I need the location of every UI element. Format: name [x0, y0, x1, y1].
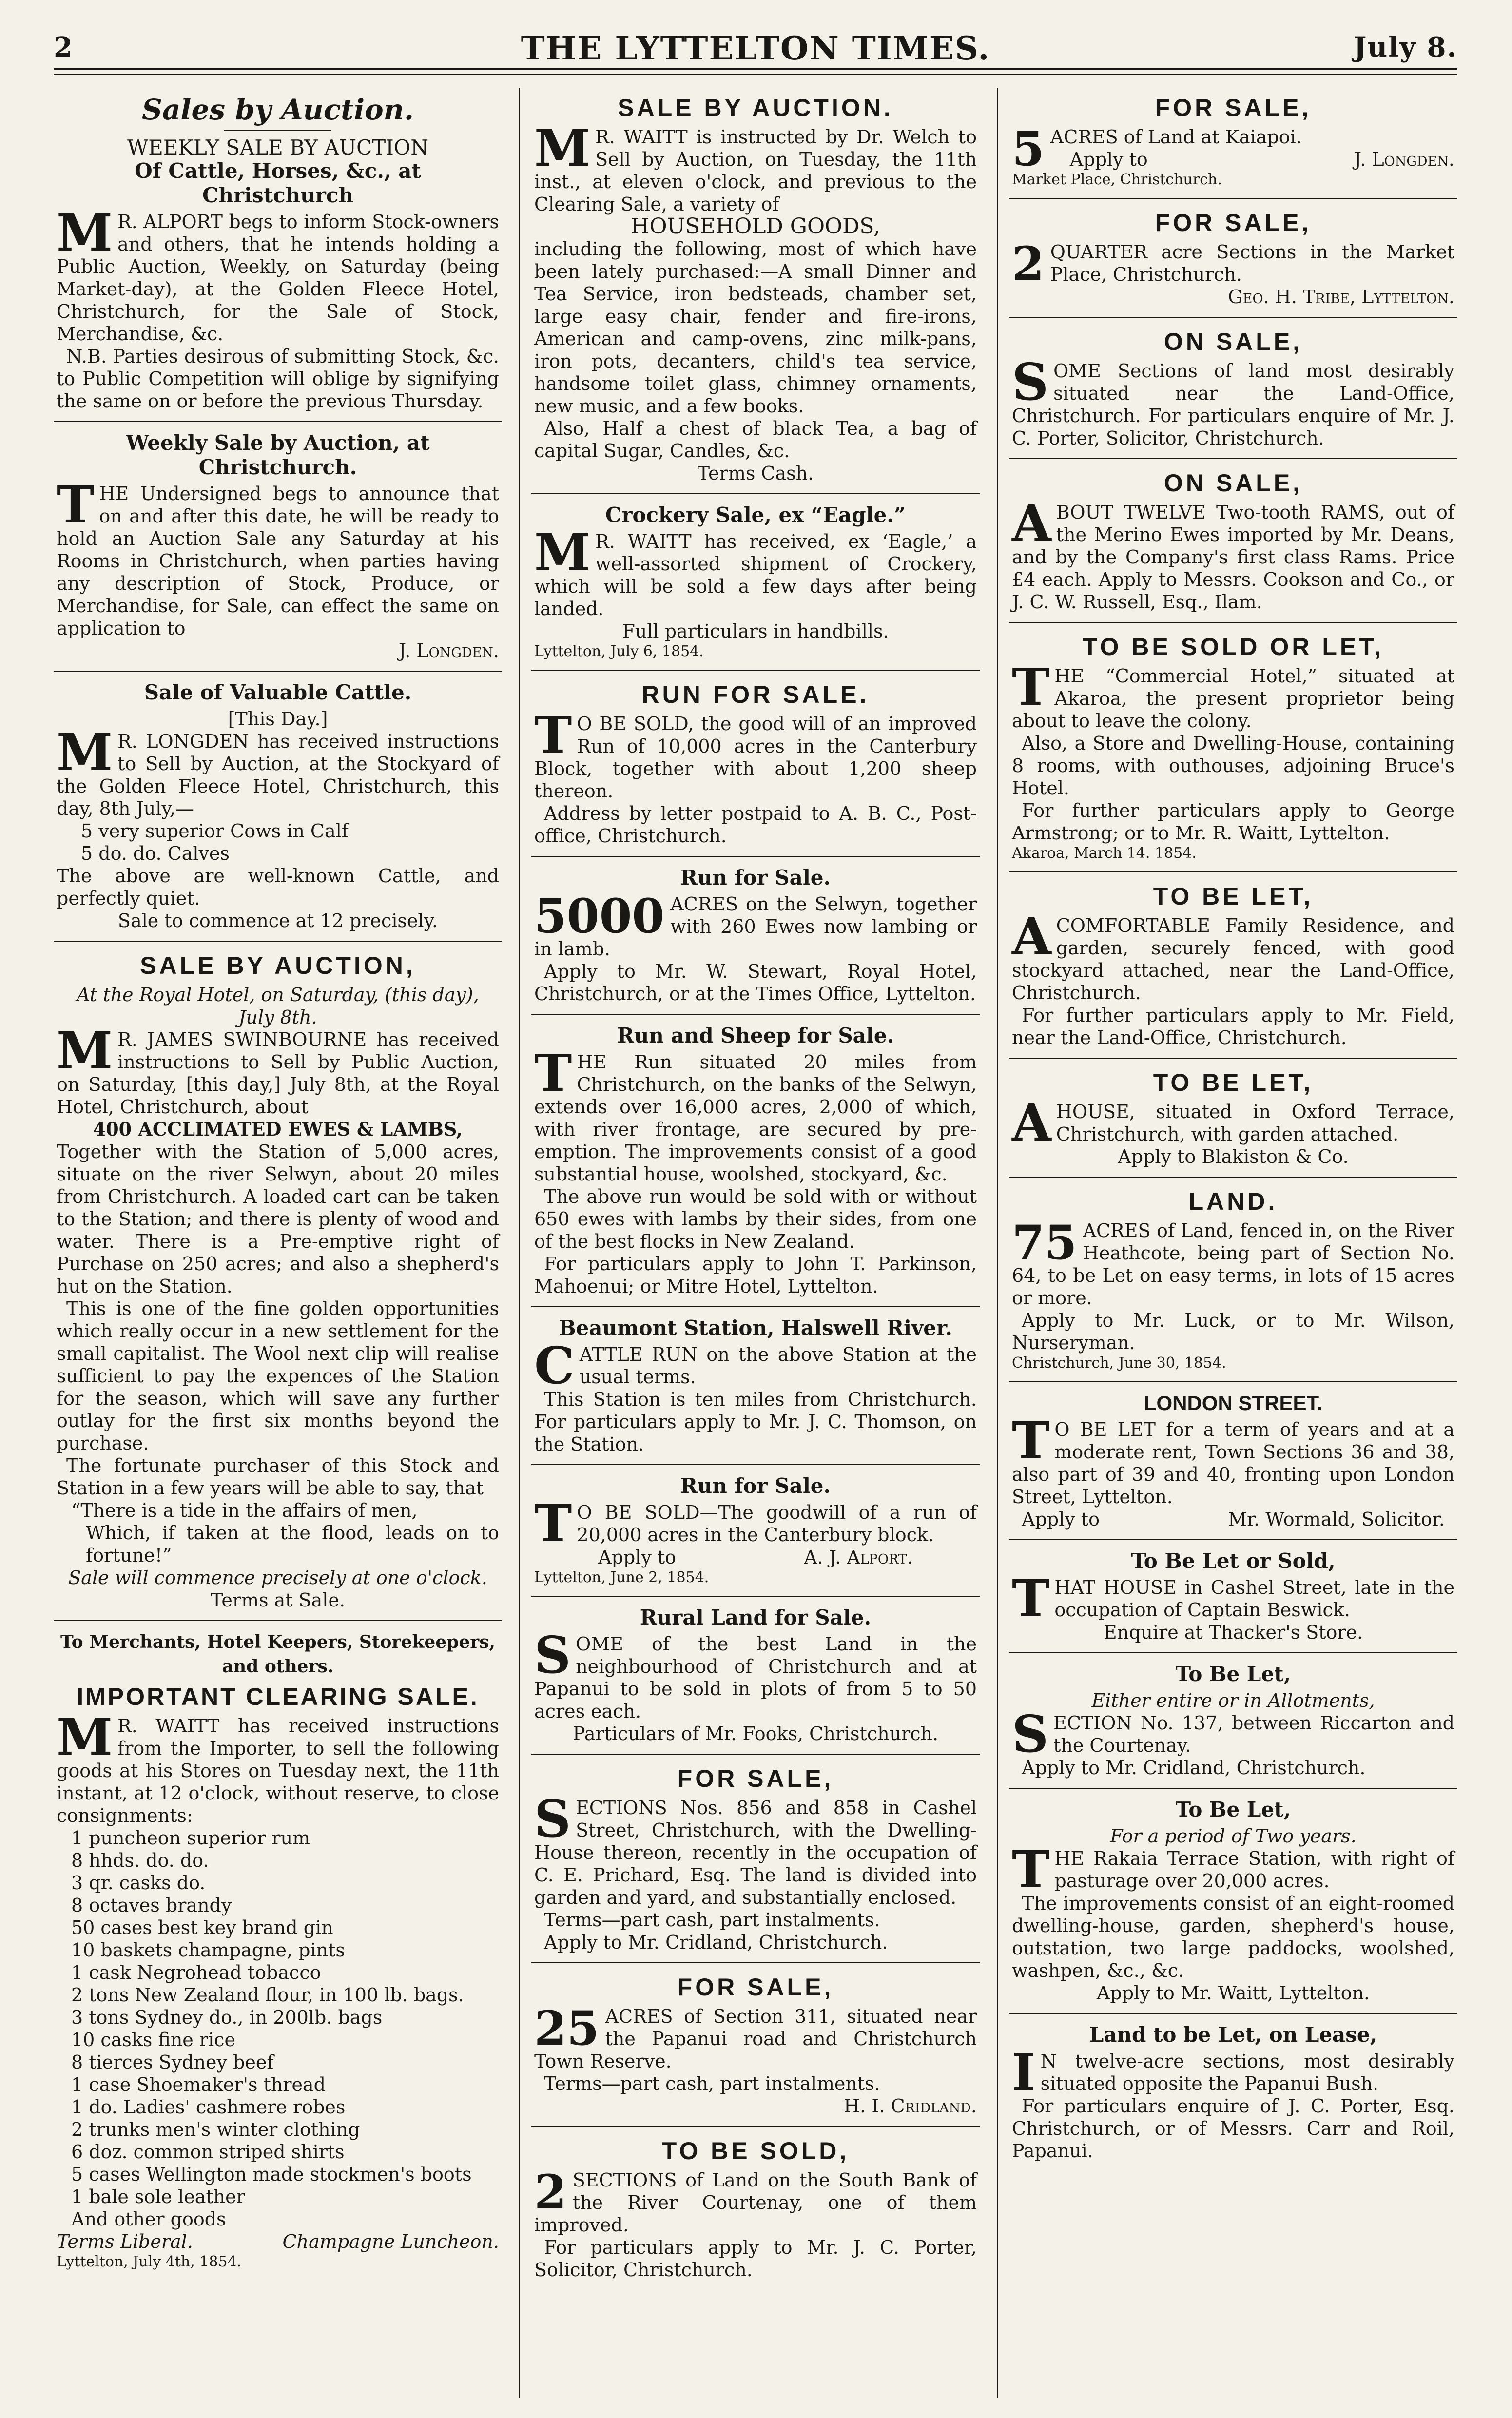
advert-heading: TO BE SOLD OR LET,	[1082, 633, 1384, 660]
advert-bold-line: 400 ACCLIMATED EWES & LAMBS,	[93, 1118, 463, 1140]
advert-text: For further particulars apply to George Armstrong; or to Mr. R. Waitt, Lyttelton.	[1012, 800, 1454, 844]
advert-selwyn-run	[531, 866, 980, 1015]
drop-cap: T	[1012, 657, 1050, 717]
list-item: 8 tierces Sydney beef	[71, 2051, 274, 2073]
advert-heading: IMPORTANT CLEARING SALE.	[77, 1683, 479, 1710]
advert-text: Together with the Station of 5,000 acres, situate on the river Selwyn, about 20 miles from Christchurch. A loaded cart can be taken to the Station; and there is plenty of wood and water. There is a Pre-emptive right of Purchase on 250 acres; and also a shepherd's hut on the Station.	[57, 1141, 499, 1297]
list-item: 8 hhds. do. do.	[71, 1850, 209, 1871]
list-item: 1 case Shoemaker's thread	[71, 2074, 326, 2095]
advert-text: Apply to	[1022, 1509, 1100, 1530]
advert-heading: TO BE LET,	[1153, 1069, 1314, 1096]
advert-text: For particulars enquire of J. C. Porter, Esq. Christchurch, or of Messrs. Carr and Roil, Papanui.	[1012, 2095, 1454, 2162]
advert-date: Akaroa, March 14. 1854.	[1012, 845, 1197, 862]
advert-text: Champagne Luncheon.	[282, 2231, 499, 2252]
drop-cap: M	[534, 118, 591, 178]
section-title: Sales by Auction.	[141, 93, 414, 126]
drop-cap: M	[534, 522, 591, 582]
advert-merino-rams	[1009, 468, 1457, 623]
advert-text: R. WAITT is instructed by Dr. Welch to Sell by Auction, on Tuesday, the 11th inst., at eleven o'clock, and previous to the Clearing Sale, a variety of	[534, 126, 977, 215]
drop-cap: T	[534, 705, 572, 765]
advert-text: N twelve-acre sections, most desirably situated opposite the Papanui Bush.	[1040, 2050, 1454, 2094]
drop-number: 75	[1012, 1215, 1077, 1270]
advert-text: Sale to commence at 12 precisely.	[117, 910, 438, 931]
advert-date: Lyttelton, July 6, 1854.	[534, 643, 704, 660]
advert-market-place-sections	[1009, 208, 1457, 318]
column-3	[1009, 93, 1457, 2393]
terms-line	[57, 2230, 499, 2253]
advert-text: including the following, most of which have been lately purchased:—A small Dinner and Tea Service, iron bedsteads, chamber set, large easy chair, fender and fire-irons, American and camp-ovens, zinc milk-pans, iron pots, decanters, child's tea service, handsome toilet glass, chimney ornaments, new music, and a few books.	[534, 238, 977, 417]
advert-heading: FOR SALE,	[1155, 94, 1312, 121]
advert-heading: FOR SALE,	[677, 1973, 834, 2001]
advert-heading: Run for Sale.	[680, 1474, 831, 1498]
list-item: 1 cask Negrohead tobacco	[71, 1962, 321, 1983]
advert-sale-swinbourne	[54, 950, 502, 1621]
advert-text: Apply to Mr. Cridland, Christchurch.	[1022, 1757, 1366, 1779]
drop-cap: S	[1012, 352, 1049, 412]
advert-rural-land	[531, 1606, 980, 1755]
advert-heading: ON SALE,	[1163, 469, 1303, 497]
column-divider	[997, 88, 998, 2398]
advert-text: O BE SOLD, the good will of an improved Run of 10,000 acres in the Canterbury Block, together with about 1,200 sheep thereon.	[534, 713, 977, 802]
advert-courtenay-sections	[531, 2136, 980, 2290]
advert-signature: J. Longden.	[398, 640, 499, 661]
issue-date: July 8.	[1354, 31, 1457, 63]
column-divider	[519, 88, 520, 2398]
apply-line	[1012, 1508, 1454, 1530]
list-item: And other goods	[71, 2208, 226, 2230]
drop-cap: A	[1012, 493, 1051, 553]
list-item: 1 bale sole leather	[71, 2186, 245, 2207]
advert-text: HE Run situated 20 miles from Christchurch, on the banks of the Selwyn, extends over 16,000 acres, 2,000 of which, with river frontage, are secured by pre-emption. The improvements consist of a good substantial house, woolshed, stockyard, &c.	[534, 1051, 977, 1185]
list-item: 5 do. do. Calves	[81, 843, 230, 864]
advert-subheading: To Merchants, Hotel Keepers, Storekeepers, and others.	[60, 1632, 496, 1677]
advert-text: Particulars of Mr. Fooks, Christchurch.	[572, 1723, 939, 1744]
advert-heading: SALE BY AUCTION,	[140, 952, 416, 979]
advert-heading: FOR SALE,	[1155, 209, 1312, 236]
list-item: 10 casks fine rice	[71, 2029, 235, 2050]
advert-text: HE Rakaia Terrace Station, with right of pasturage over 20,000 acres.	[1054, 1848, 1454, 1892]
advert-weekly-sale	[54, 136, 502, 422]
advert-heading: Crockery Sale, ex “Eagle.”	[605, 503, 906, 527]
advert-kaiapoi-land	[1009, 93, 1457, 199]
page-number: 2	[54, 31, 73, 63]
advert-text: R. JAMES SWINBOURNE has received instructions to Sell by Public Auction, on Saturday, [this day,] July 8th, at the Royal Hotel, Christchurch, about	[57, 1029, 499, 1118]
drop-cap: T	[1012, 1839, 1050, 1899]
advert-heading: LONDON STREET.	[1144, 1392, 1323, 1414]
advert-text: Terms Liberal.	[57, 2231, 193, 2252]
advert-text: This Station is ten miles from Christchurch. For particulars apply to Mr. J. C. Thomson, on the Station.	[534, 1389, 977, 1455]
drop-cap: T	[57, 475, 95, 535]
advert-oxford-terrace-house	[1009, 1067, 1457, 1178]
advert-text: ATTLE RUN on the above Station at the usual terms.	[579, 1344, 977, 1388]
advert-text: Terms—part cash, part instalments.	[544, 1909, 880, 1931]
advert-text: Apply to	[598, 1547, 677, 1568]
advert-commercial-hotel	[1009, 632, 1457, 872]
advert-text: Also, a Store and Dwelling-House, containing 8 rooms, with outhouses, adjoining Bruce's Hotel.	[1012, 733, 1454, 799]
advert-text: ACRES on the Selwyn, together with 260 Ewes now lambing or in lamb.	[534, 893, 977, 960]
drop-cap: T	[534, 1043, 572, 1103]
advert-text: Address by letter postpaid to A. B. C., Post-office, Christchurch.	[534, 803, 977, 847]
advert-text: Apply to Blakiston & Co.	[1118, 1146, 1349, 1167]
drop-cap: M	[57, 722, 113, 782]
advert-text: Enquire at Thacker's Store.	[1103, 1622, 1363, 1643]
list-item: 6 doz. common striped shirts	[71, 2141, 345, 2163]
drop-cap: M	[57, 203, 113, 263]
advert-clearing-sale	[54, 1630, 502, 2280]
quotation: “There is a tide in the affairs of men,	[71, 1500, 418, 1521]
advert-text: Sale will commence precisely at one o'clock.	[68, 1567, 487, 1588]
drop-cap: C	[534, 1335, 575, 1395]
advert-signature: Geo. H. Tribe, Lyttelton.	[1228, 286, 1454, 308]
advert-crockery-sale	[531, 503, 980, 671]
drop-number: 2	[534, 2165, 567, 2220]
advert-text: Apply to Mr. Luck, or to Mr. Wilson, Nurseryman.	[1012, 1310, 1454, 1354]
advert-signature: J. Longden.	[1354, 149, 1454, 170]
advert-land-lease	[1009, 2023, 1457, 2171]
advert-heading: Beaumont Station, Halswell River.	[559, 1316, 952, 1340]
apply-line	[1050, 148, 1454, 171]
advert-text: Apply to Mr. Waitt, Lyttelton.	[1096, 1982, 1370, 2004]
drop-cap: S	[1012, 1704, 1049, 1764]
advert-date: Lyttelton, June 2, 1854.	[534, 1569, 709, 1586]
advert-weekly-sale-christchurch	[54, 431, 502, 672]
advert-text: R. ALPORT begs to inform Stock-owners and others, that he intends holding a Public Auction, Weekly, on Saturday (being Market-day), at the Golden Fleece Hotel, Christchurch, for the Sale of Stock, Merchandise, &c.	[57, 211, 499, 345]
advert-land-office-sections	[1009, 327, 1457, 459]
advert-heading: FOR SALE,	[677, 1765, 834, 1792]
advert-text: The above run would be sold with or without 650 ewes with lambs by their sides, from one of the best flocks in New Zealand.	[534, 1186, 977, 1252]
advert-heading: RUN FOR SALE.	[641, 681, 870, 708]
drop-cap: A	[1012, 1093, 1051, 1153]
advert-text: O BE SOLD—The goodwill of a run of 20,000 acres in the Canterbury block.	[577, 1502, 977, 1546]
drop-cap: M	[57, 1707, 113, 1767]
advert-section-137	[1009, 1662, 1457, 1789]
advert-text: ACRES of Land, fenced in, on the River Heathcote, being part of Section No. 64, to be Let on easy terms, in lots of 15 acres or more.	[1012, 1220, 1454, 1309]
list-item: 1 do. Ladies' cashmere robes	[71, 2096, 346, 2118]
advert-text: R. LONGDEN has received instructions to Sell by Auction, at the Stockyard of the Golden Fleece Hotel, Christchurch, this day, 8th July,—	[57, 731, 499, 819]
list-item: 5 very superior Cows in Calf	[81, 820, 349, 842]
advert-text: HOUSE, situated in Oxford Terrace, Christchurch, with garden attached.	[1056, 1101, 1454, 1145]
advert-text: O BE LET for a term of years and at a moderate rent, Town Sections 36 and 38, also part of 39 and 40, fronting upon London Street, Lyttelton.	[1012, 1419, 1454, 1508]
advert-heading: WEEKLY SALE BY AUCTION	[127, 135, 428, 159]
list-item: 10 baskets champagne, pints	[71, 1939, 345, 1961]
advert-text: HAT HOUSE in Cashel Street, late in the occupation of Captain Beswick.	[1054, 1577, 1454, 1621]
advert-text: ACRES of Section 311, situated near the Papanui road and Christchurch Town Reserve.	[534, 2006, 977, 2072]
advert-text: HE “Commercial Hotel,” situated at Akaroa, the present proprietor being about to leave the colony.	[1012, 665, 1454, 732]
list-item: 2 trunks men's winter clothing	[71, 2119, 360, 2140]
advert-text: OME Sections of land most desirably situated near the Land-Office, Christchurch. For particulars enquire of Mr. J. C. Porter, Solicitor, Christchurch.	[1012, 360, 1454, 449]
advert-text: Terms Cash.	[697, 463, 814, 484]
advert-household-goods	[531, 93, 980, 494]
advert-signature: H. I. Cridland.	[844, 2095, 977, 2117]
advert-heading: TO BE LET,	[1153, 883, 1314, 910]
drop-cap: A	[1012, 907, 1051, 967]
list-item: 3 qr. casks do.	[71, 1872, 206, 1894]
masthead	[54, 29, 1457, 70]
list-item: 50 cases best key brand gin	[71, 1917, 333, 1938]
advert-subheading: [This Day.]	[228, 708, 328, 730]
advert-text: BOUT TWELVE Two-tooth RAMS, out of the Merino Ewes imported by Mr. Deans, and by the Company's first class Rams. Price £4 each. Apply to Messrs. Cookson and Co., or J. C. W. Russell, Esq., Ilam.	[1012, 502, 1454, 613]
advert-signature: A. J. Alport.	[804, 1547, 913, 1568]
advert-run-and-sheep	[531, 1024, 980, 1307]
advert-london-street	[1009, 1391, 1457, 1540]
advert-rakaia-terrace	[1009, 1798, 1457, 2014]
advert-heading: To Be Let,	[1175, 1798, 1291, 1821]
advert-text: Apply to Mr. W. Stewart, Royal Hotel, Christchurch, or at the Times Office, Lyttelton.	[534, 961, 977, 1005]
drop-number: 5	[1012, 121, 1045, 176]
advert-text: For further particulars apply to Mr. Field, near the Land-Office, Christchurch.	[1012, 1005, 1454, 1048]
advert-heading: SALE BY AUCTION.	[618, 94, 893, 121]
list-item: 2 tons New Zealand flour, in 100 lb. bags.	[71, 1984, 464, 2006]
advert-text: N.B. Parties desirous of submitting Stock, &c. to Public Competition will oblige by signifying the same on or before the previous Thursday.	[57, 346, 499, 412]
advert-text: The above are well-known Cattle, and perfectly quiet.	[57, 865, 499, 909]
advert-family-residence	[1009, 881, 1457, 1059]
advert-text: Full particulars in handbills.	[622, 620, 889, 642]
advert-text: COMFORTABLE Family Residence, and garden, securely fenced, with good stockyard attached, near the Land-Office, Christchurch.	[1012, 915, 1454, 1004]
advert-text: R. WAITT has received, ex ‘Eagle,’ a well-assorted shipment of Crockery, which will be sold a few days after being landed.	[534, 531, 977, 619]
advert-heading: To Be Let or Sold,	[1131, 1549, 1336, 1573]
advert-heading: Run for Sale.	[680, 866, 831, 890]
advert-text: Apply to Mr. Cridland, Christchurch.	[544, 1932, 888, 1953]
advert-text: For particulars apply to Mr. J. C. Porter, Solicitor, Christchurch.	[534, 2237, 977, 2281]
advert-subheading: For a period of Two years.	[1110, 1825, 1357, 1847]
advert-text: Apply to	[1069, 149, 1148, 170]
advert-subheading: HOUSEHOLD GOODS,	[631, 214, 880, 239]
list-item: 8 octaves brandy	[71, 1895, 232, 1916]
quotation: Which, if taken at the flood, leads on to fortune!”	[86, 1522, 499, 1566]
advert-text: Terms—part cash, part instalments.	[544, 2073, 880, 2094]
drop-cap: T	[1012, 1411, 1050, 1470]
drop-number: 25	[534, 2001, 600, 2056]
advert-run-for-sale	[531, 679, 980, 857]
advert-date: Christchurch, June 30, 1854.	[1012, 1354, 1226, 1372]
advert-address: Market Place, Christchurch.	[1012, 171, 1222, 188]
advert-valuable-cattle	[54, 680, 502, 942]
drop-number: 2	[1012, 236, 1045, 291]
masthead-rule	[54, 74, 1457, 75]
advert-heading: ON SALE,	[1163, 328, 1303, 355]
drop-cap: S	[534, 1625, 571, 1685]
advert-heading: Rural Land for Sale.	[640, 1606, 872, 1629]
apply-line	[534, 1546, 977, 1568]
column-1	[54, 93, 502, 2393]
goods-list	[57, 1827, 499, 2230]
advert-text: HE Undersigned begs to announce that on and after this date, he will be ready to hold an Auction Sale any Saturday at his Rooms in Christchurch, when parties having any description of Stock, Produce, or Merchandise, for Sale, can effect the same on application to	[57, 483, 499, 639]
drop-cap: I	[1012, 2042, 1036, 2102]
list-item: 3 tons Sydney do., in 200lb. bags	[71, 2007, 383, 2028]
advert-text: This is one of the fine golden opportunities which really occur in a new settlement for the small capitalist. The Wool next clip will realise sufficient to pay the expences of the Station for the season, which will save any further outlay for the first six months beyond the purchase.	[57, 1298, 499, 1454]
drop-cap: M	[57, 1021, 113, 1081]
drop-number: 5000	[534, 889, 665, 944]
column-2	[531, 93, 980, 2393]
advert-text: ACRES of Land at Kaiapoi.	[1050, 126, 1302, 148]
advert-text: SECTIONS of Land on the South Bank of the River Courtenay, one of them improved.	[534, 2169, 977, 2236]
advert-subheading: Of Cattle, Horses, &c., at Christchurch	[135, 159, 421, 207]
advert-text: QUARTER acre Sections in the Market Place, Christchurch.	[1050, 241, 1454, 285]
list-item: 5 cases Wellington made stockmen's boots	[71, 2164, 472, 2185]
drop-cap: T	[534, 1493, 572, 1553]
advert-text: OME of the best Land in the neighbourhood of Christchurch and at Papanui to be sold in plots of from 5 to 50 acres each.	[534, 1633, 977, 1722]
advert-text: ECTION No. 137, between Riccarton and the Courtenay.	[1053, 1712, 1454, 1756]
advert-heathcote-land	[1009, 1186, 1457, 1382]
advert-heading: LAND.	[1188, 1188, 1278, 1215]
advert-signature: Mr. Wormald, Solicitor.	[1228, 1509, 1445, 1530]
advert-heading: TO BE SOLD,	[661, 2137, 850, 2165]
advert-text: The fortunate purchaser of this Stock and Station in a few years will be able to say, that	[57, 1455, 499, 1499]
advert-date: Lyttelton, July 4th, 1854.	[57, 2253, 242, 2270]
advert-run-for-sale-alport	[531, 1474, 980, 1597]
advert-text: Terms at Sale.	[210, 1589, 346, 1611]
advert-heading: Run and Sheep for Sale.	[617, 1024, 894, 1047]
drop-cap: T	[1012, 1568, 1050, 1628]
advert-heading: To Be Let,	[1175, 1662, 1291, 1686]
advert-section-311	[531, 1972, 980, 2127]
divider	[224, 130, 331, 131]
advert-text: ECTIONS Nos. 856 and 858 in Cashel Street, Christchurch, with the Dwelling-House thereon, recently in the occupation of C. E. Prichard, Esq. The land is divided into garden and yard, and substantially enclosed.	[534, 1797, 977, 1908]
advert-cashel-street-house	[1009, 1549, 1457, 1653]
advert-heading: Land to be Let, on Lease,	[1089, 2023, 1377, 2047]
drop-cap: S	[534, 1789, 571, 1849]
newspaper-title: THE LYTTELTON TIMES.	[521, 29, 990, 67]
advert-heading: Sale of Valuable Cattle.	[144, 680, 412, 704]
advert-text: The improvements consist of an eight-roomed dwelling-house, garden, shepherd's house, outstation, two large paddocks, woolshed, washpen, &c., &c.	[1012, 1893, 1454, 1981]
advert-text: For particulars apply to John T. Parkinson, Mahoenui; or Mitre Hotel, Lyttelton.	[534, 1253, 977, 1297]
advert-subheading: At the Royal Hotel, on Saturday, (this day), July 8th.	[77, 984, 479, 1028]
list-item: 1 puncheon superior rum	[71, 1827, 310, 1849]
advert-cashel-street-sections	[531, 1763, 980, 1963]
advert-heading: Weekly Sale by Auction, at Christchurch.	[126, 431, 430, 479]
advert-text: Also, Half a chest of black Tea, a bag of capital Sugar, Candles, &c.	[534, 418, 977, 462]
advert-text: R. WAITT has received instructions from the Importer, to sell the following goods at his Stores on Tuesday next, the 11th instant, at 12 o'clock, without reserve, to close consignments:	[57, 1715, 499, 1826]
advert-subheading: Either entire or in Allotments,	[1091, 1690, 1375, 1711]
advert-beaumont-station	[531, 1316, 980, 1465]
